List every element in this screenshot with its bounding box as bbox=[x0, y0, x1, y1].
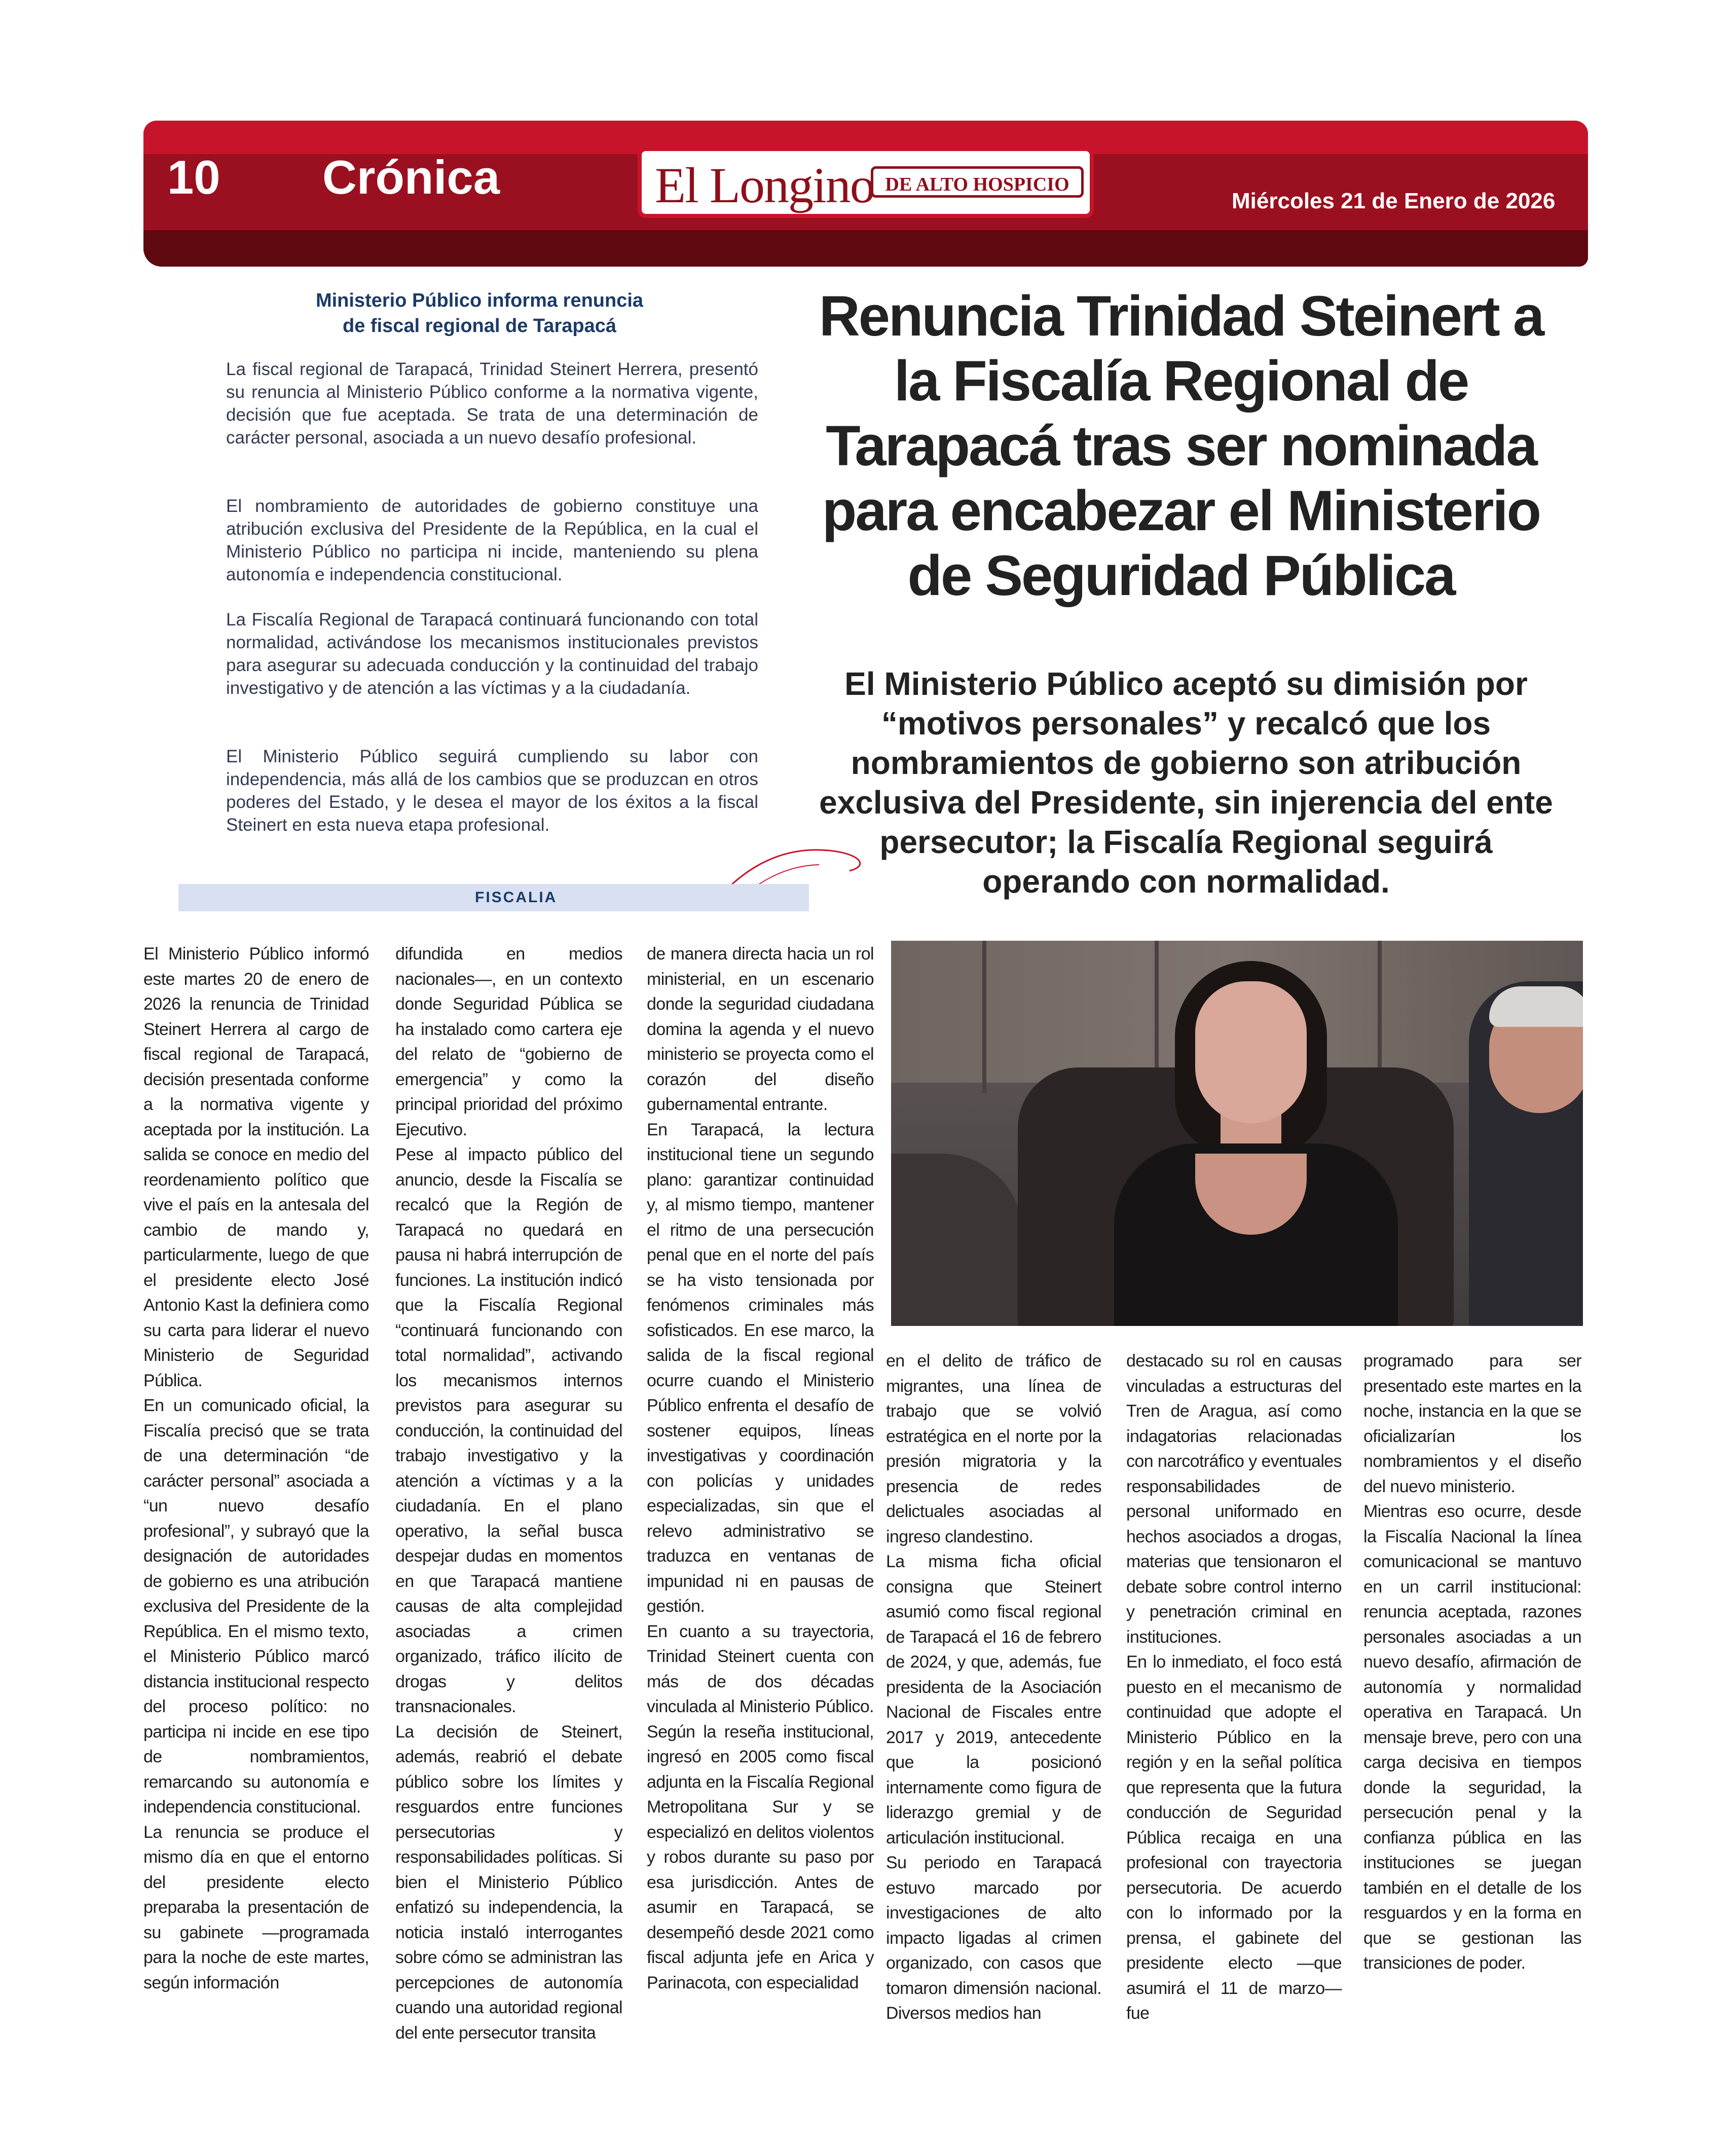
article-paragraph: En cuanto a su trayectoria, Trinidad Steinert cuenta con más de dos décadas vinculada al Ministerio Público. Según la reseña institucional, ingresó en 2005 como fiscal adjunta en la Fiscalía Regional Metropolitana Sur y se especializó en delitos violentos y robos durante su paso por esa jurisdicción. Antes de asumir en Tarapacá, se desempeñó desde 2021 como fiscal adjunta jefe en Arica y Parinacota, con especialidad bbox=[647, 1621, 874, 1992]
press-release-paragraph: El Ministerio Público seguirá cumpliendo su labor con independencia, más allá de los cambios que se produzcan en otros poderes del Estado, y le desea el mayor de los éxitos a la fiscal Steinert en esta nueva etapa profesional. bbox=[226, 747, 758, 835]
article-paragraph: destacado su rol en causas vinculadas a estructuras del Tren de Aragua, así como indagatorias relacionadas con narcotráfico y eventuales responsabilidades de personal uniformado en hechos asociados a drogas, materias que tensionaron el debate sobre control interno y penetración criminal en instituciones. bbox=[1126, 1351, 1342, 1647]
press-release-paragraph: La fiscal regional de Tarapacá, Trinidad Steinert Herrera, presentó su renuncia al Ministerio Público conforme a la normativa vigente, decisión que fue aceptada. Se trata de una determinación de carácter personal, asociada a un nuevo desafío profesional. bbox=[226, 359, 758, 448]
issue-date: Miércoles 21 de Enero de 2026 bbox=[1232, 189, 1556, 213]
article-subheadline: El Ministerio Público aceptó su dimisión por “motivos personales” y recalcó que los nombramientos de gobierno son atribución exclusiva del Presidente, sin injerencia del ente persecutor; la Fiscalía Regional seguirá operando con normalidad. bbox=[819, 666, 1553, 900]
article-headline: Renuncia Trinidad Steinert a la Fiscalía Regional de Tarapacá tras ser nominada para encabezar el Ministerio de Seguridad Pública bbox=[819, 284, 1543, 607]
masthead-logo bbox=[638, 147, 1094, 218]
photo-wall-panel bbox=[982, 941, 986, 1093]
article-column-5 bbox=[1126, 1349, 1342, 2023]
header-band-shadow bbox=[143, 230, 1588, 267]
section-name: Crónica bbox=[322, 151, 500, 204]
press-release-title: Ministerio Público informa renuncia de fiscal regional de Tarapacá bbox=[315, 290, 644, 337]
photo-woman-face bbox=[1195, 981, 1307, 1123]
article-column-1 bbox=[143, 942, 369, 2006]
article-column-3 bbox=[647, 942, 874, 2006]
photo-man-hair bbox=[1489, 986, 1583, 1027]
article-paragraph: El Ministerio Público informó este martes 20 de enero de 2026 la renuncia de Trinidad Steinert Herrera al cargo de fiscal regional de Tarapacá, decisión presentada conforme a la normativa vigente y aceptada por la institución. La salida se conoce en medio del reordenamiento político que vive el país en la antesala del cambio de mando y, particularmente, luego de que el presidente electo José Antonio Kast la definiera como su carta para liderar el nuevo Ministerio de Seguridad Pública. bbox=[143, 944, 369, 1390]
article-paragraph: programado para ser presentado este martes en la noche, instancia en la que se oficializarían los nombramientos y el diseño del nuevo ministerio. bbox=[1363, 1351, 1581, 1496]
article-paragraph: Su periodo en Tarapacá estuvo marcado por investigaciones de alto impacto ligadas al crimen organizado, con casos que tomaron dimensión nacional. Diversos medios han bbox=[886, 1853, 1101, 2023]
article-column-4 bbox=[886, 1349, 1101, 2023]
fiscalia-logo-text: FISCALIA bbox=[475, 889, 558, 906]
article-paragraph: En Tarapacá, la lectura institucional tiene un segundo plano: garantizar continuidad y, al mismo tiempo, mantener el ritmo de una persecución penal que en el norte del país se ha visto tensionada por fenómenos criminales más sofisticados. En ese marco, la salida de la fiscal regional ocurre cuando el Ministerio Público enfrenta el desafío de sostener equipos, líneas investigativas y coordinación con policías y unidades especializadas, sin que el relevo administrativo se traduzca en ventanas de impunidad ni en pausas de gestión. bbox=[647, 1120, 874, 1616]
article-paragraph: La decisión de Steinert, además, reabrió el debate público sobre los límites y resguardos entre funciones persecutorias y responsabilidades políticas. Si bien el Ministerio Público enfatizó su independencia, la noticia instaló interrogantes sobre cómo se administran las percepciones de autonomía cuando una autoridad regional del ente persecutor transita bbox=[395, 1722, 622, 2043]
article-column-6 bbox=[1363, 1349, 1581, 2008]
article-photo bbox=[891, 941, 1583, 1326]
masthead-subtitle: DE ALTO HOSPICIO bbox=[871, 166, 1084, 198]
article-paragraph: En un comunicado oficial, la Fiscalía precisó que se trata de una determinación “de carácter personal” asociada a “un nuevo desafío profesional”, y subrayó que la designación de autoridades de gobierno es una atribución exclusiva del Presidente de la República. En el mismo texto, el Ministerio Público marcó distancia institucional respecto del proceso político: no participa ni incide en ese tipo de nombramientos, remarcando su autonomía e independencia constitucional. bbox=[143, 1396, 369, 1817]
press-release-footer bbox=[178, 884, 809, 911]
masthead-name: El Longino bbox=[655, 157, 874, 213]
press-release-image bbox=[150, 278, 809, 911]
article-paragraph: Mientras eso ocurre, desde la Fiscalía Nacional la línea comunicacional se mantuvo en un carril institucional: renuncia aceptada, razones personales asociadas a un nuevo desafío, afirmación de autonomía y normalidad operativa en Tarapacá. Un mensaje breve, pero con una carga decisiva en tiempos donde la seguridad, la persecución penal y la confianza pública en las instituciones se juegan también en el detalle de los resguardos y en la forma en que se gestionan las transiciones de poder. bbox=[1363, 1502, 1581, 1973]
photo-person-left bbox=[891, 1154, 1023, 1326]
article-paragraph: La renuncia se produce el mismo día en que el entorno del presidente electo preparaba la presentación de su gabinete —programada para la noche de este martes, según información bbox=[143, 1822, 369, 1992]
article-paragraph: en el delito de tráfico de migrantes, una línea de trabajo que se volvió estratégica en el norte por la presión migratoria y la presencia de redes delictuales asociadas al ingreso clandestino. bbox=[886, 1351, 1101, 1546]
article-column-2 bbox=[395, 942, 622, 2043]
page-number: 10 bbox=[167, 151, 220, 204]
article-paragraph: La misma ficha oficial consigna que Steinert asumió como fiscal regional de Tarapacá el 16 de febrero de 2024, y que, además, fue presidenta de la Asociación Nacional de Fiscales entre 2017 y 2019, antecedente que la posicionó internamente como figura de liderazgo gremial y de articulación institucional. bbox=[886, 1552, 1101, 1848]
article-paragraph: En lo inmediato, el foco está puesto en el mecanismo de continuidad que adopte el Ministerio Público en la región y en la señal política que representa que la futura conducción de Seguridad Pública recaiga en una profesional con trayectoria persecutoria. De acuerdo con lo informado por la prensa, el gabinete del presidente electo —que asumirá el 11 de marzo— fue bbox=[1126, 1652, 1342, 2023]
article-paragraph: difundida en medios nacionales—, en un contexto donde Seguridad Pública se ha instalado como cartera eje del relato de “gobierno de emergencia” y como la principal prioridad del próximo Ejecutivo. bbox=[395, 944, 622, 1139]
press-release-paragraph: La Fiscalía Regional de Tarapacá continuará funcionando con total normalidad, activándose los mecanismos institucionales previstos para asegurar su adecuada conducción y la continuidad del trabajo investigativo y de atención a las víctimas y a la ciudadanía. bbox=[226, 610, 758, 698]
article-paragraph: Pese al impacto público del anuncio, desde la Fiscalía se recalcó que la Región de Tarapacá no quedará en pausa ni habrá interrupción de funciones. La institución indicó que la Fiscalía Regional “continuará funcionando con total normalidad”, activando los mecanismos internos previstos para asegurar su conducción, la continuidad del trabajo investigativo y la atención a víctimas y a la ciudadanía. En el plano operativo, la señal busca despejar dudas en momentos en que Tarapacá mantiene causas de alta complejidad asociadas a crimen organizado, tráfico ilícito de drogas y delitos transnacionales. bbox=[395, 1145, 622, 1716]
press-release-paragraph: El nombramiento de autoridades de gobierno constituye una atribución exclusiva del Presidente de la República, en la cual el Ministerio Público no participa ni incide, manteniendo su plena autonomía e independencia constitucional. bbox=[226, 496, 758, 584]
article-paragraph: de manera directa hacia un rol ministerial, en un escenario donde la seguridad ciudadana domina la agenda y el nuevo ministerio se proyecta como el corazón del diseño gubernamental entrante. bbox=[647, 944, 874, 1114]
